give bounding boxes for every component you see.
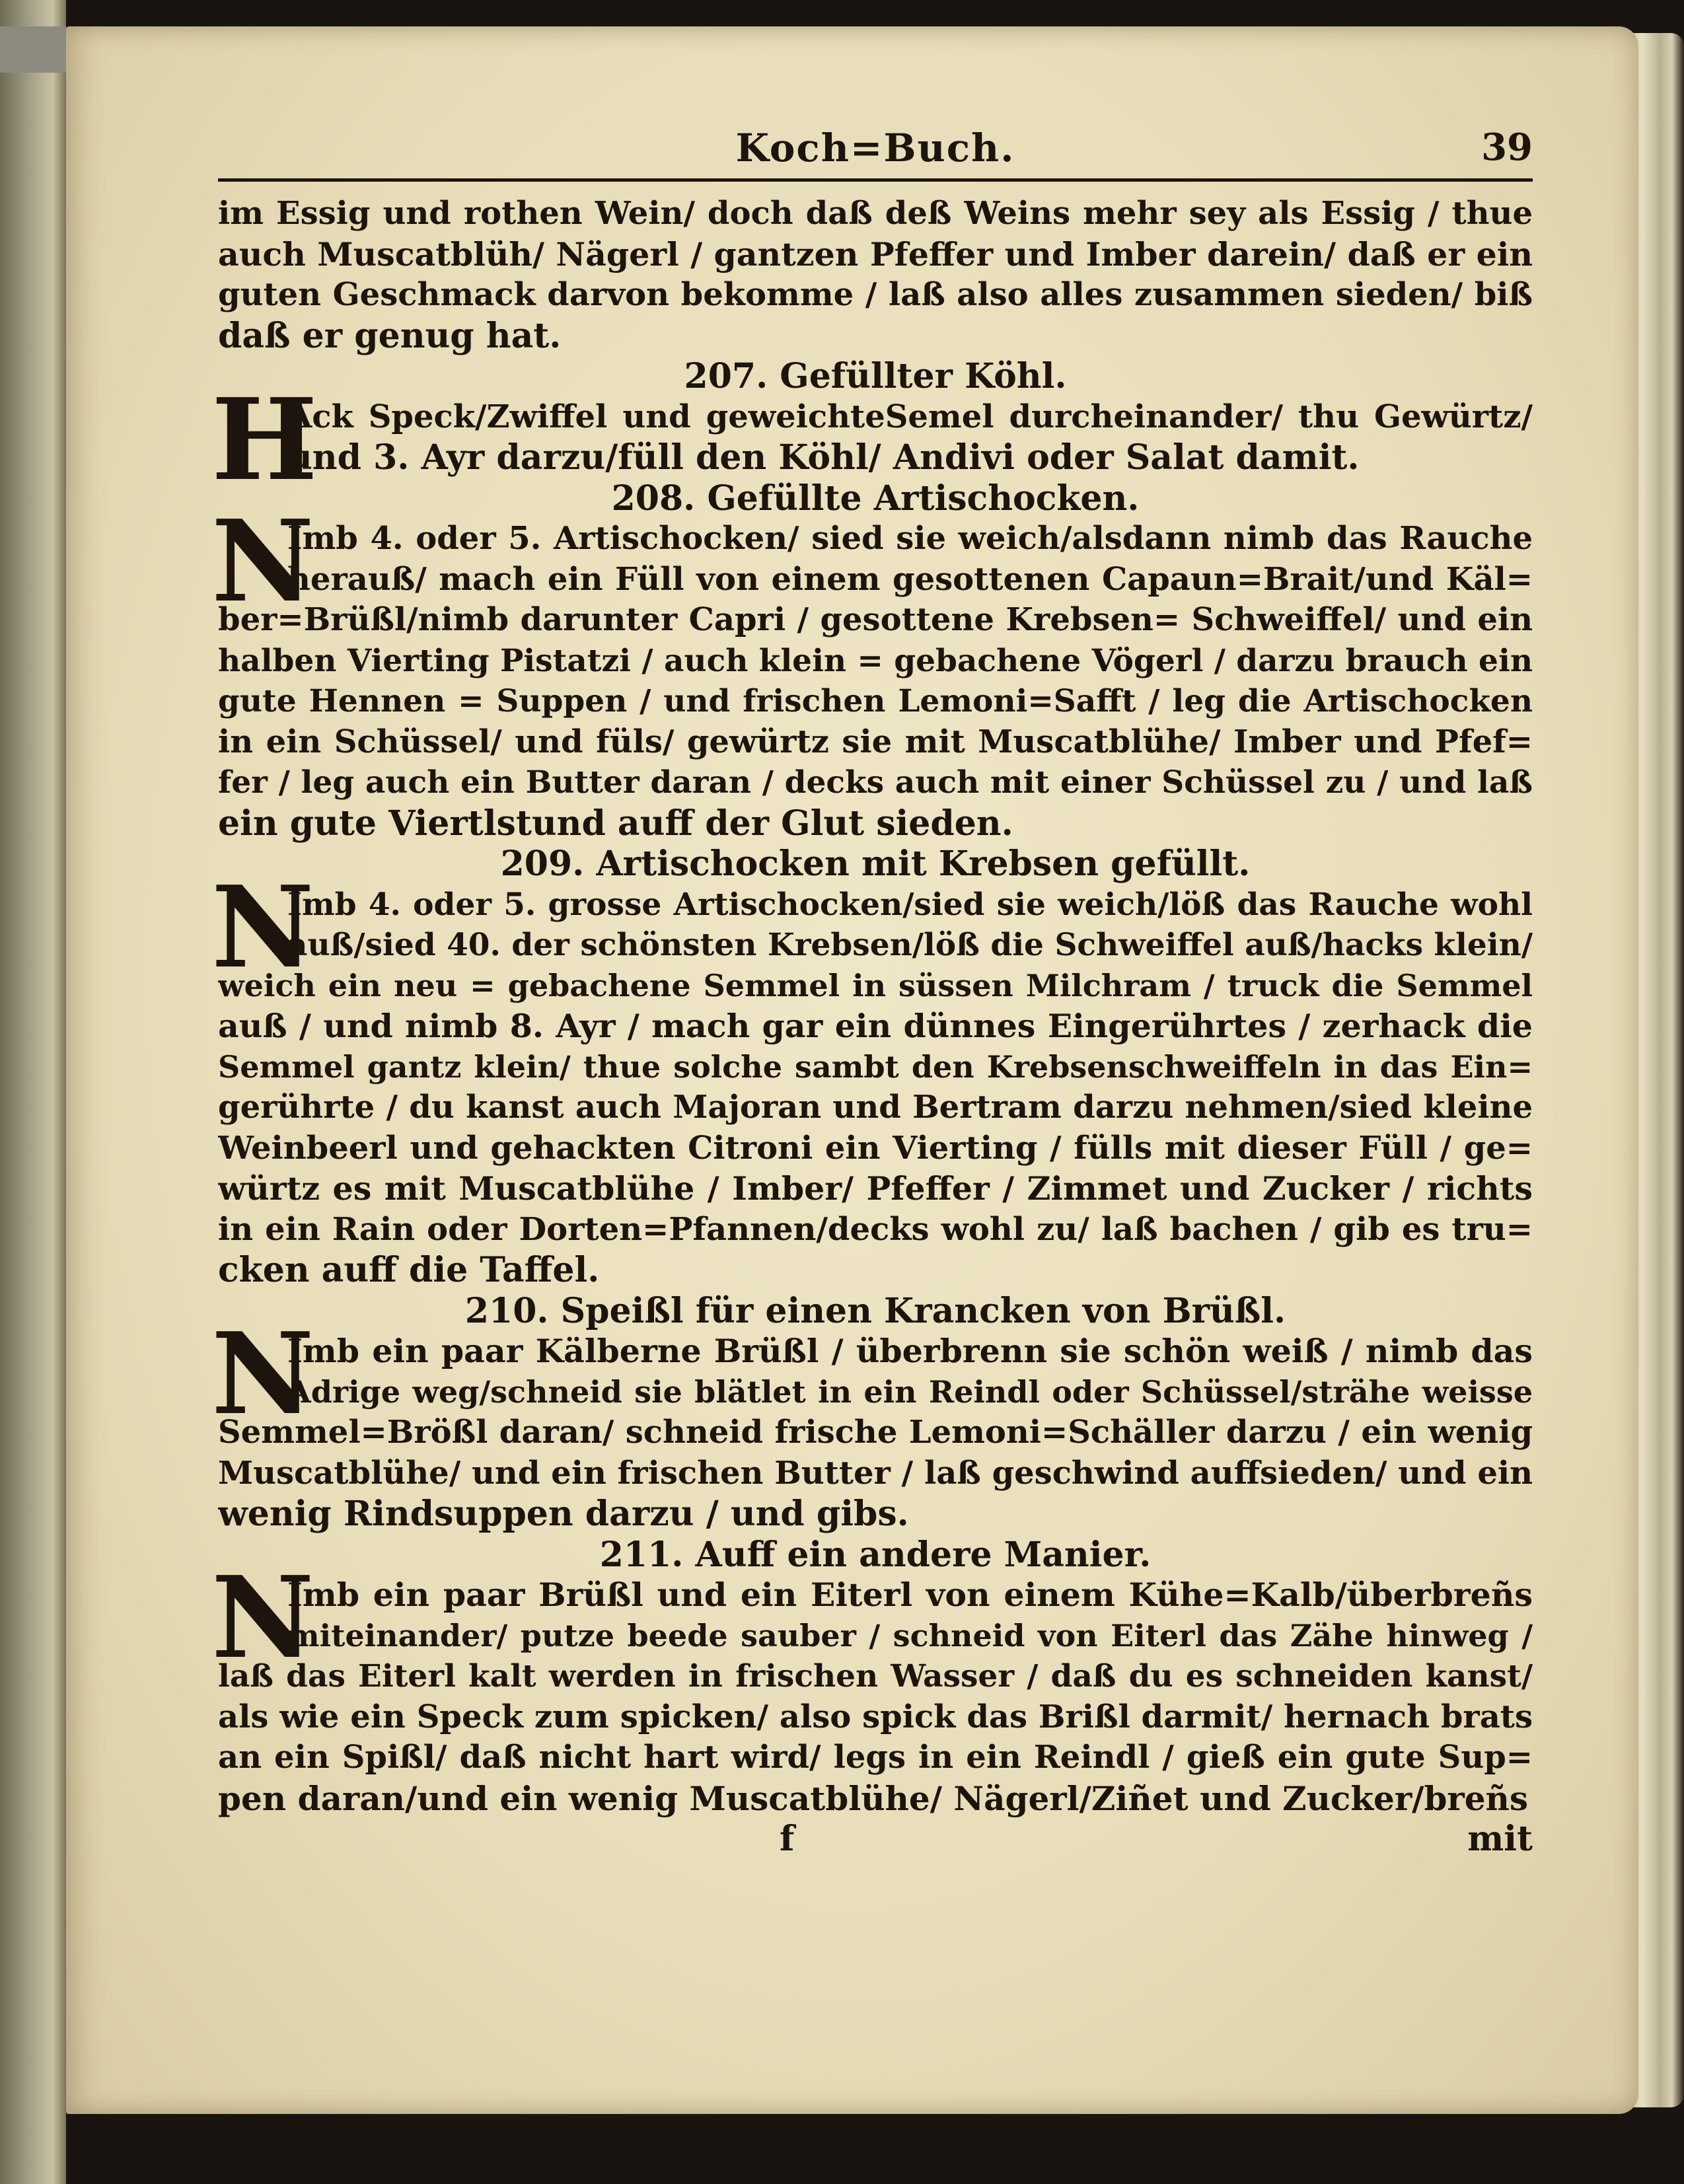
adjacent-page-strip [0,0,66,2184]
text-line: Imb 4. oder 5. grosse Artischocken/sied sie weich/löß das Rauche wohl [287,886,1533,923]
text-line: und 3. Ayr darzu/füll den Köhl/ Andivi oder Salat damit. [287,437,1360,478]
book-page [66,26,1638,2114]
text-line: herauß/ mach ein Füll von einem gesottenen Capaun=Brait/und Käl= [287,560,1533,598]
text-line: ber=Brüßl/nimb darunter Capri / gesottene Krebsen= Schweiffel/ und ein [218,601,1533,638]
adjacent-page-tab [0,26,66,73]
recipe-heading: 210. Speißl für einen Krancken von Brüßl. [464,1290,1286,1331]
text-line: fer / leg auch ein Butter daran / decks auch mit einer Schüssel zu / und laß [218,764,1533,801]
text-line: cken auff die Taffel. [218,1250,600,1290]
text-line: auß/sied 40. der schönsten Krebsen/löß die Schweiffel auß/hacks klein/ [287,927,1533,963]
text-line: gerührte / du kanst auch Majoran und Bertram darzu nehmen/sied kleine [218,1089,1533,1126]
text-line: in ein Rain oder Dorten=Pfannen/decks wohl zu/ laß bachen / gib es tru= [218,1210,1533,1248]
text-line: daß er genug hat. [218,315,562,356]
text-line: Muscatblühe/ und ein frischen Butter / laß geschwind auffsieden/ und ein [218,1454,1533,1492]
text-line: Imb ein paar Brüßl und ein Eiterl von einem Kühe=Kalb/überbreñs [287,1576,1533,1614]
text-line: miteinander/ putze beede sauber / schneid von Eiterl das Zähe hinweg / [287,1617,1533,1654]
text-line: gute Hennen = Suppen / und frischen Lemoni=Safft / leg die Artischocken [218,683,1533,719]
recipe-heading: 208. Gefüllte Artischocken. [611,478,1140,519]
text-line: halben Vierting Pistatzi / auch klein = gebachene Vögerl / darzu brauch ein [218,642,1533,679]
drop-initial: H [211,373,318,506]
text-line: auß / und nimb 8. Ayr / mach gar ein dünnes Eingerührtes / zerhack die [218,1007,1533,1045]
text-line: als wie ein Speck zum spicken/ also spick das Brißl darmit/ hernach brats [218,1698,1533,1735]
text-line: weich ein neu = gebachene Semmel in süssen Milchram / truck die Semmel [218,967,1533,1003]
text-line: Semmel=Brößl daran/ schneid frische Lemoni=Schäller darzu / ein wenig [218,1414,1533,1451]
text-line: Weinbeerl und gehackten Citroni ein Vierting / fülls mit dieser Füll / ge= [218,1129,1533,1167]
text-line: wenig Rindsuppen darzu / und gibs. [218,1494,909,1534]
text-line: Imb ein paar Kälberne Brüßl / überbrenn sie schön weiß / nimb das [287,1332,1533,1370]
page-footer [218,1819,1533,1860]
running-head [218,112,1533,178]
page-number: 39 [1481,126,1533,169]
text-line: im Essig und rothen Wein/ doch daß deß Weins mehr sey als Essig / thue [218,195,1533,232]
header-rule [218,178,1533,182]
text-line: laß das Eiterl kalt werden in frischen Wasser / daß du es schneiden kanst/ [218,1658,1533,1694]
drop-initial: N [211,1552,314,1684]
intro-paragraph [218,194,1533,356]
text-line: Adrige weg/schneid sie blätlet in ein Reindl oder Schüssel/strähe weisse [287,1373,1533,1410]
drop-initial: N [211,1308,314,1440]
text-line: Ack Speck/Zwiffel und geweichteSemel durcheinander/ thu Gewürtz/ [287,398,1533,435]
signature-mark: f [780,1819,795,1859]
drop-initial: N [211,495,314,628]
running-title: Koch=Buch. [735,126,1015,170]
text-line: guten Geschmack darvon bekomme / laß also alles zusammen sieden/ biß [218,276,1533,313]
text-line: Imb 4. oder 5. Artischocken/ sied sie weich/alsdann nimb das Rauche [287,520,1533,557]
drop-initial: N [211,861,314,994]
recipe-list [211,356,1533,1819]
text-line: in ein Schüssel/ und füls/ gewürtz sie mit Muscatblühe/ Imber und Pfef= [218,723,1533,760]
catchword: mit [1467,1819,1533,1859]
text-line: an ein Spißl/ daß nicht hart wird/ legs in ein Reindl / gieß ein gute Sup= [218,1739,1533,1776]
page-content [211,112,1533,1860]
text-line: Semmel gantz klein/ thue solche sambt den Krebsenschweiffeln in das Ein= [218,1048,1533,1085]
text-line: pen daran/und ein wenig Muscatblühe/ Nägerl/Ziñet und Zucker/breñs [218,1778,1529,1818]
text-line: würtz es mit Muscatblühe / Imber/ Pfeffer / Zimmet und Zucker / richts [218,1169,1533,1208]
text-line: auch Muscatblüh/ Nägerl / gantzen Pfeffer und Imber darein/ daß er ein [218,235,1533,273]
recipe-heading: 207. Gefüllter Köhl. [684,356,1067,396]
recipe-heading: 211. Auff ein andere Manier. [599,1534,1152,1575]
recipe-heading: 209. Artischocken mit Krebsen gefüllt. [500,844,1251,884]
text-line: ein gute Viertlstund auff der Glut sieden. [218,803,1013,844]
